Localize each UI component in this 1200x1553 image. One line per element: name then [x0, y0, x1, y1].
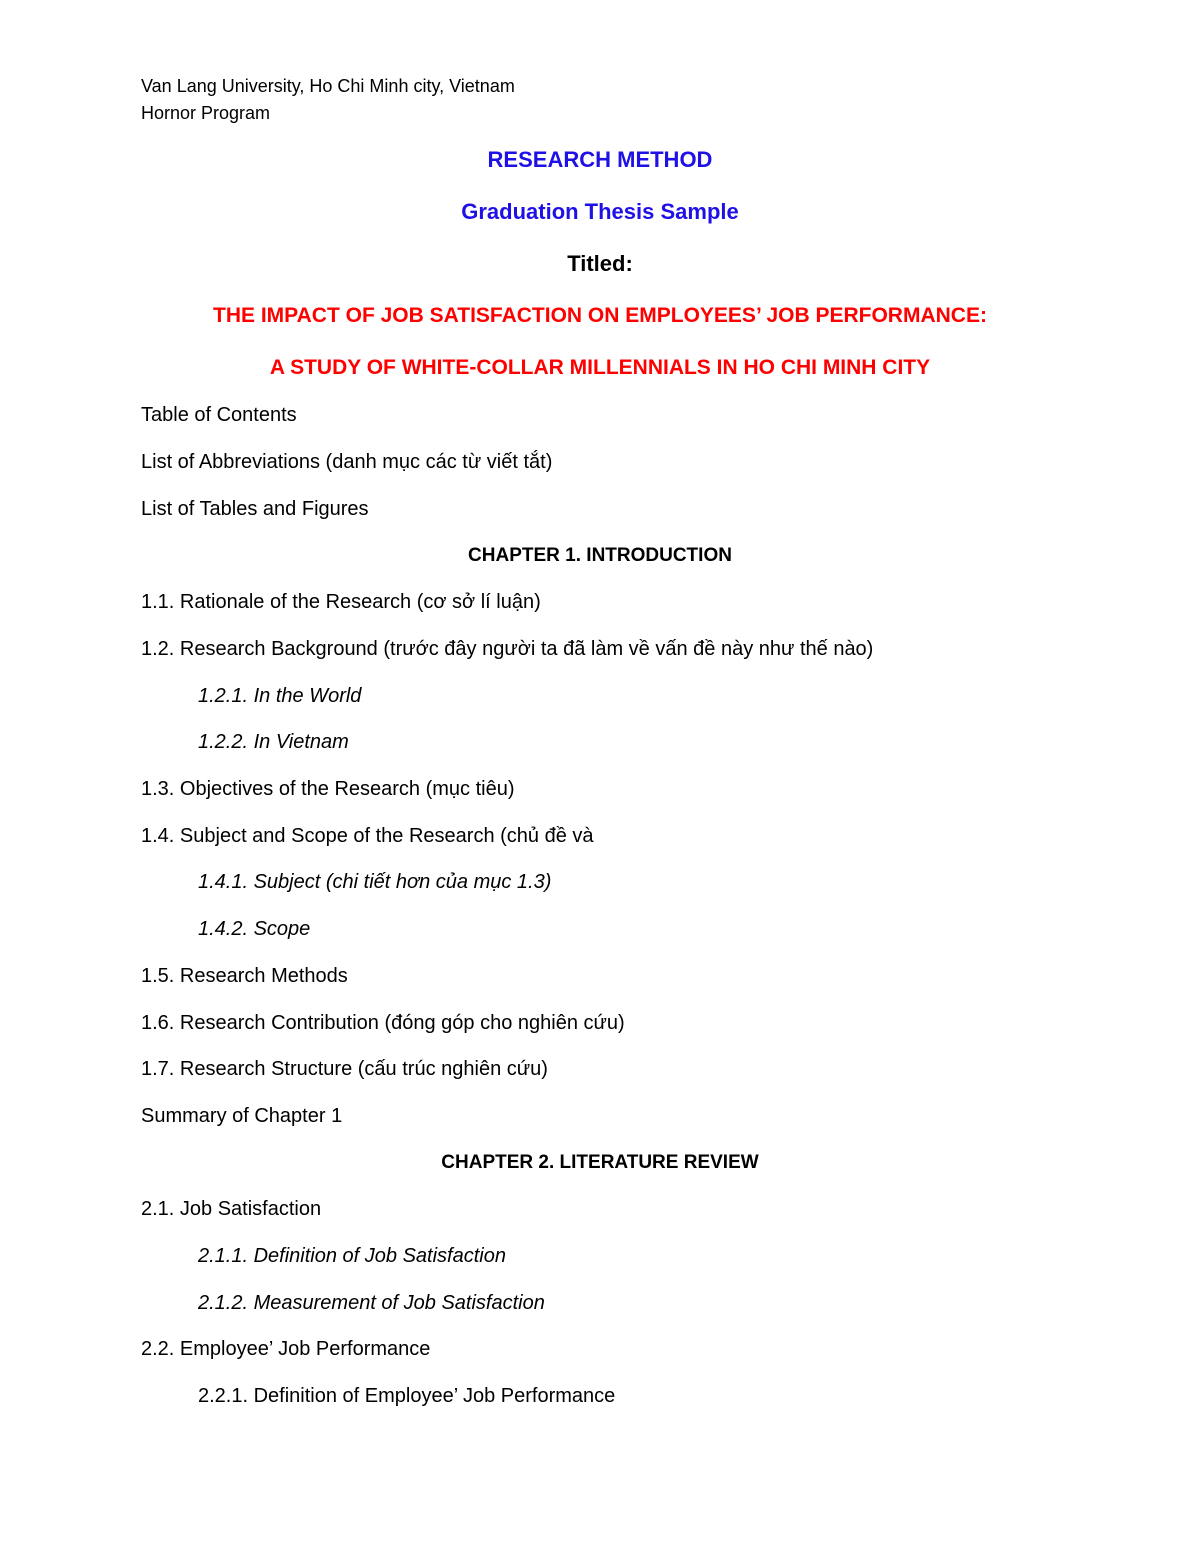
toc-entry-1-4-2: 1.4.2. Scope	[198, 918, 311, 940]
toc-entry-abbreviations: List of Abbreviations (danh mục các từ viết tắt)	[141, 451, 553, 473]
toc-entry-2-2: 2.2. Employee’ Job Performance	[141, 1338, 431, 1360]
toc-entry-tables-figures: List of Tables and Figures	[141, 498, 369, 520]
toc-entry-2-1-1: 2.1.1. Definition of Job Satisfaction	[198, 1245, 506, 1267]
toc-entry-2-1-2: 2.1.2. Measurement of Job Satisfaction	[198, 1292, 545, 1314]
thesis-title-line-2: A STUDY OF WHITE-COLLAR MILLENNIALS IN HO CHI MINH CITY	[269, 356, 931, 379]
toc-entry-1-7: 1.7. Research Structure (cấu trúc nghiên cứu)	[141, 1058, 548, 1080]
program-line: Hornor Program	[141, 103, 271, 123]
toc-entry-summary-1: Summary of Chapter 1	[141, 1105, 343, 1127]
subject-heading: RESEARCH METHOD	[487, 147, 713, 172]
toc-entry-1-3: 1.3. Objectives of the Research (mục tiêu)	[141, 778, 515, 800]
toc-entry-table-of-contents: Table of Contents	[141, 404, 297, 426]
chapter-1-heading: CHAPTER 1. INTRODUCTION	[468, 545, 732, 566]
thesis-title-line-1: THE IMPACT OF JOB SATISFACTION ON EMPLOYEES’ JOB PERFORMANCE:	[213, 304, 987, 327]
toc-entry-2-1: 2.1. Job Satisfaction	[141, 1198, 322, 1220]
doc-type-heading: Graduation Thesis Sample	[461, 199, 739, 224]
toc-entry-1-2-2: 1.2.2. In Vietnam	[198, 731, 349, 753]
titled-label: Titled:	[567, 251, 633, 276]
toc-entry-2-2-1: 2.2.1. Definition of Employee’ Job Performance	[198, 1385, 616, 1407]
chapter-2-heading: CHAPTER 2. LITERATURE REVIEW	[441, 1152, 759, 1173]
toc-entry-1-6: 1.6. Research Contribution (đóng góp cho nghiên cứu)	[141, 1012, 625, 1034]
toc-entry-1-2-1: 1.2.1. In the World	[198, 685, 362, 707]
toc-entry-1-2: 1.2. Research Background (trước đây người ta đã làm về vấn đề này như thế nào)	[141, 638, 874, 660]
institution-line: Van Lang University, Ho Chi Minh city, Vietnam	[141, 76, 515, 96]
toc-entry-1-1: 1.1. Rationale of the Research (cơ sở lí luận)	[141, 591, 541, 613]
toc-entry-1-4: 1.4. Subject and Scope of the Research (chủ đề và	[141, 825, 594, 847]
toc-entry-1-4-1: 1.4.1. Subject (chi tiết hơn của mục 1.3)	[198, 871, 552, 893]
toc-entry-1-5: 1.5. Research Methods	[141, 965, 348, 987]
